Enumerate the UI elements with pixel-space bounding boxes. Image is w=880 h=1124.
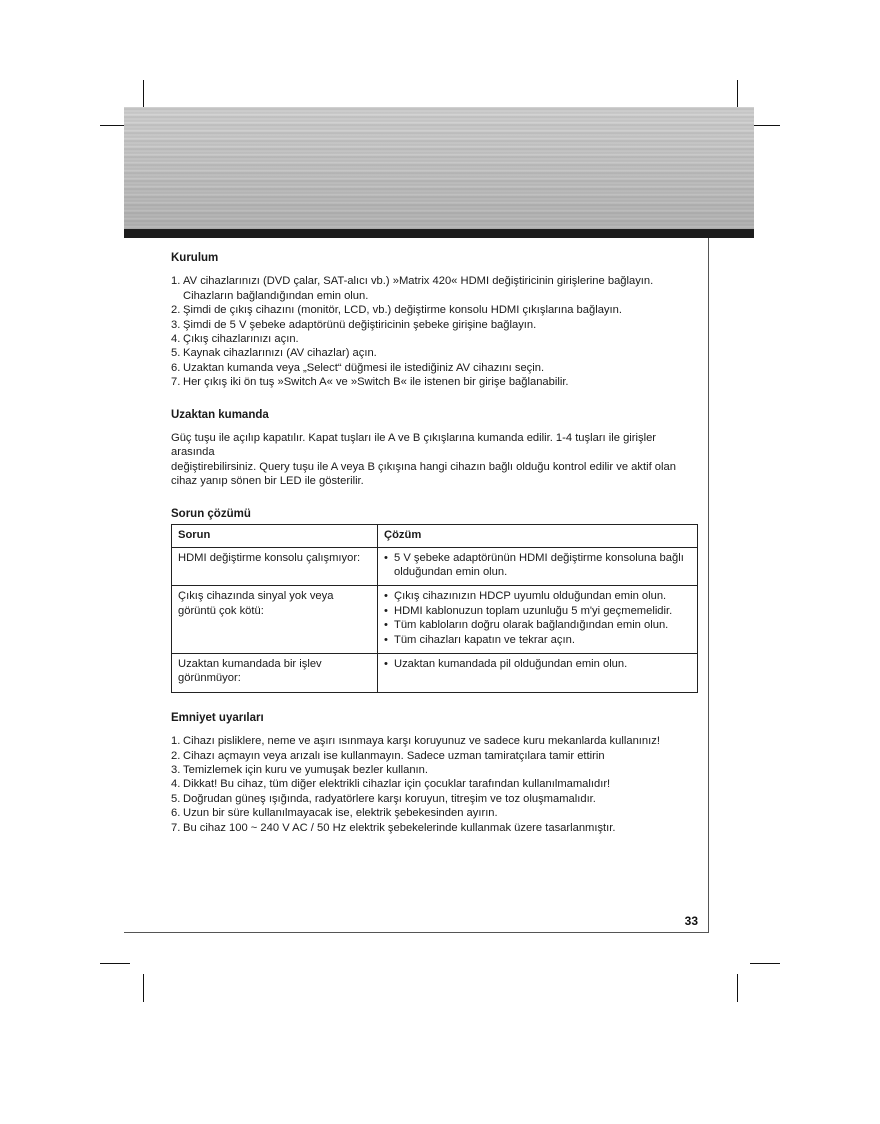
solution-cell [378,547,698,586]
page-number: 33 [684,914,698,928]
paragraph-line: cihaz yanıp sönen bir LED ile gösterilir. [171,475,364,488]
list-text: Temizlemek için kuru ve yumuşak bezler kullanın. [183,763,428,776]
list-item [171,763,699,777]
remote-heading: Uzaktan kumanda [171,408,269,421]
safety-list [171,734,699,835]
list-item [171,806,699,820]
remote-paragraph [171,431,699,489]
crop-mark [750,125,780,126]
crop-mark [737,974,738,1002]
list-text: Cihazı açmayın veya arızalı ise kullanmayın. Sadece uzman tamiratçılara tamir ettirin [183,749,605,762]
list-number: 2. [171,304,181,317]
list-number: 6. [171,361,181,374]
list-text: AV cihazlarınızı (DVD çalar, SAT-alıcı vb.) »Matrix 420« HDMI değiştiricinin girişlerine bağlayın. [183,275,654,288]
list-text: Uzaktan kumanda veya „Select“ düğmesi ile istediğiniz AV cihazını seçin. [183,361,545,374]
list-item [171,332,699,346]
list-item [171,318,699,332]
problem-text: HDMI değiştirme konsolu çalışmıyor: [178,551,361,564]
safety-heading: Emniyet uyarıları [171,711,264,724]
crop-mark [737,80,738,108]
list-text: Kaynak cihazlarınızı (AV cihazlar) açın. [183,347,377,360]
solution-list [384,551,691,580]
crop-mark [750,963,780,964]
list-number: 6. [171,807,181,820]
list-text: Şimdi de çıkış cihazını (monitör, LCD, vb.) değiştirme konsolu HDMI çıkışlarına bağlayın. [183,304,622,317]
solution-list [384,589,691,647]
list-item [384,589,691,603]
list-item [384,604,691,618]
troubleshooting-table [171,524,698,693]
list-number: 5. [171,792,181,805]
solution-text: 5 V şebeke adaptörünün HDMI değiştirme konsoluna bağlı [394,551,684,564]
column-header-problem: Sorun [172,525,378,547]
problem-cell [172,547,378,586]
list-item [171,749,699,763]
solution-list [384,657,691,671]
table-row [172,653,698,692]
solution-text: Çıkış cihazınızın HDCP uyumlu olduğundan emin olun. [394,590,667,603]
list-text: Çıkış cihazlarınızı açın. [183,333,299,346]
list-number: 3. [171,763,181,776]
list-item [384,633,691,647]
list-text: Cihazların bağlandığından emin olun. [183,289,369,302]
list-text: Şimdi de 5 V şebeke adaptörünü değiştiricinin şebeke girişine bağlayın. [183,318,537,331]
list-item [171,375,699,389]
table-header-row [172,525,698,547]
problem-text: görünmüyor: [178,672,241,685]
list-text: Her çıkış iki ön tuş »Switch A« ve »Switch B« ile istenen bir girişe bağlanabilir. [183,376,569,389]
table-row [172,586,698,654]
installation-heading: Kurulum [171,252,219,264]
list-item [171,792,699,806]
list-number: 1. [171,275,181,288]
list-item [171,303,699,317]
list-item [171,361,699,375]
list-item [384,551,691,580]
column-header-solution: Çözüm [378,525,698,547]
list-number: 1. [171,735,181,748]
list-item [384,657,691,671]
troubleshooting-heading: Sorun çözümü [171,507,251,520]
solution-text: Tüm cihazları kapatın ve tekrar açın. [394,633,575,646]
list-number: 7. [171,376,181,389]
solution-cell [378,586,698,654]
paragraph-line: değiştirebilirsiniz. Query tuşu ile A veya B çıkışına hangi cihazın bağlı olduğu kontrol edilir ve aktif olan [171,460,676,473]
list-number: 2. [171,749,181,762]
list-number: 7. [171,821,181,834]
list-item [171,821,699,835]
solution-cell [378,653,698,692]
crop-mark [100,963,130,964]
list-number: 4. [171,333,181,346]
problem-text: Uzaktan kumandada bir işlev [178,657,322,670]
crop-mark [143,974,144,1002]
list-text: Doğrudan güneş ışığında, radyatörlere karşı koruyun, titreşim ve toz oluşmamalıdır. [183,792,596,805]
problem-cell [172,653,378,692]
bottom-rule [124,932,709,933]
list-number: 4. [171,778,181,791]
header-banner [124,107,754,229]
list-item [171,274,699,303]
table-row [172,547,698,586]
header-bar [124,229,754,238]
paragraph-line: Güç tuşu ile açılıp kapatılır. Kapat tuşları ile A ve B çıkışlarına kumanda edilir. 1-4 tuşları ile girişler arasında [171,432,657,459]
list-item [171,734,699,748]
solution-text: olduğundan emin olun. [394,565,508,578]
list-text: Uzun bir süre kullanılmayacak ise, elektrik şebekesinden ayırın. [183,807,498,820]
list-item [171,777,699,791]
list-number: 5. [171,347,181,360]
problem-text: Çıkış cihazında sinyal yok veya [178,590,334,603]
problem-cell [172,586,378,654]
list-text: Bu cihaz 100 ~ 240 V AC / 50 Hz elektrik şebekelerinde kullanmak üzere tasarlanmıştır. [183,821,616,834]
list-number: 3. [171,318,181,331]
list-item [171,346,699,360]
solution-text: Tüm kabloların doğru olarak bağlandığından emin olun. [394,619,669,632]
list-item [384,618,691,632]
solution-text: Uzaktan kumandada pil olduğundan emin olun. [394,657,628,670]
right-margin-rule [708,238,709,933]
list-text: Dikkat! Bu cihaz, tüm diğer elektrikli cihazlar için çocuklar tarafından kullanılmamalıdır! [183,778,611,791]
page-content [171,251,699,835]
problem-text: görüntü çok kötü: [178,604,264,617]
list-text: Cihazı pisliklere, neme ve aşırı ısınmaya karşı koruyunuz ve sadece kuru mekanlarda kullanınız! [183,735,660,748]
crop-mark [143,80,144,108]
solution-text: HDMI kablonuzun toplam uzunluğu 5 m'yi geçmemelidir. [394,604,673,617]
installation-steps [171,274,699,389]
